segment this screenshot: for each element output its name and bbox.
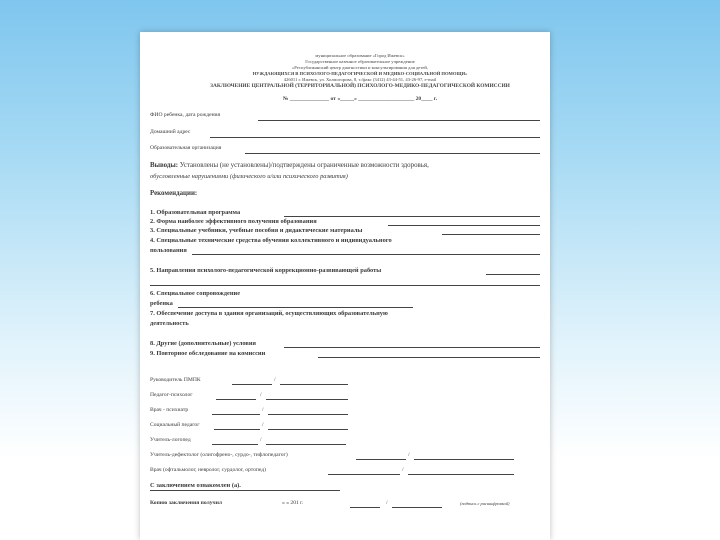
signature-doctor-label: Врач (офтальмолог, невролог, сурдолог, ортопед) (150, 467, 267, 473)
signature-teacher-slash: / (260, 437, 262, 443)
document-title: ЗАКЛЮЧЕНИЕ ЦЕНТРАЛЬНОЙ (ТЕРРИТОРИАЛЬНОЙ) ПСИХОЛОГО-МЕДИКО-ПЕДАГОГИЧЕСКОЙ КОМИССИИ (210, 83, 510, 89)
signature-psychologist-line (216, 399, 256, 400)
recommendation-4-line (192, 254, 540, 255)
recommendation-6a: 6. Специальное сопровождение (150, 290, 241, 297)
signature-teacher-label: Учитель-логопед (150, 437, 191, 443)
acquainted-text: С заключением ознакомлен (а). (150, 482, 241, 489)
received-name-line (392, 507, 442, 508)
recommendation-1: 1. Образовательная программа (150, 209, 241, 216)
signature-psychiatrist-line (212, 414, 260, 415)
recommendation-5-line-2 (150, 285, 540, 286)
conclusion-line-1 (150, 163, 429, 170)
signature-teacher-line (212, 444, 258, 445)
header-line-5: 426011 г. Ижевск, ул. Холмогорова, 8, т./факс (3412) 43-44-51, 43-26-97, e-mail (283, 77, 437, 82)
fio-label: ФИО ребенка, дата рождения (150, 112, 221, 118)
signature-head-name-line (280, 384, 348, 385)
recommendation-9-line (318, 357, 540, 358)
signature-psychologist-slash: / (260, 392, 262, 398)
header-line-1: муниципальное образование «Город Ижевск» (315, 53, 405, 58)
signature-defectologist-line (356, 459, 406, 460)
recommendation-6-line (178, 307, 413, 308)
recommendation-3-line (442, 234, 540, 235)
conclusion-label: Выводы: (150, 162, 179, 169)
organization-line (245, 153, 540, 154)
recommendation-9: 9. Повторное обследование на комиссии (150, 350, 266, 357)
signature-psychologist-label: Педагог-психолог (150, 392, 193, 398)
document-sheet (140, 32, 550, 540)
document-number-row: № ______________ от «_____» ____________________ 20____ г. (282, 96, 438, 102)
conclusion-text-2: обусловленные нарушениями (физического и/или психического развития) (150, 173, 348, 180)
signature-social-line (214, 429, 260, 430)
recommendation-3: 3. Специальные учебники, учебные пособия и дидактические материалы (150, 227, 363, 234)
header-line-4: НУЖДАЮЩИХСЯ В ПСИХОЛОГО-ПЕДАГОГИЧЕСКОЙ И МЕДИКО-СОЦИАЛЬНОЙ ПОМОЩИ» (252, 71, 468, 76)
address-label: Домашний адрес (150, 129, 191, 135)
signature-defectologist-name-line (414, 459, 514, 460)
signature-head-line (232, 384, 272, 385)
acquainted-line (150, 490, 340, 491)
organization-label: Образовательная организация (150, 145, 222, 151)
received-date: « » 201 г. (282, 500, 304, 506)
recommendation-6b: ребенка (150, 300, 173, 307)
signature-doctor-line (328, 474, 400, 475)
conclusion-text-1: Установлены (не установлены)/подтверждены ограниченные возможности здоровья, (179, 162, 429, 169)
signature-social-label: Социальный педагог (150, 422, 200, 428)
signature-psychologist-name-line (266, 399, 348, 400)
recommendation-2: 2. Форма наиболее эффективного получения образования (150, 218, 317, 225)
signature-social-name-line (268, 429, 348, 430)
received-signature-line (350, 507, 380, 508)
address-line (210, 137, 540, 138)
signature-teacher-name-line (266, 444, 346, 445)
recommendation-1-line (284, 216, 540, 217)
fio-line (258, 120, 540, 121)
signature-head-label: Руководитель ПМПК (150, 377, 201, 383)
signature-social-slash: / (262, 422, 264, 428)
recommendations-heading: Рекомендации: (150, 190, 198, 197)
recommendation-7b: деятельность (150, 320, 189, 327)
recommendation-7a: 7. Обеспечение доступа в здания организаций, осуществляющих образовательную (150, 310, 388, 317)
recommendation-8-line (284, 347, 540, 348)
recommendation-5: 5. Направления психолого-педагогической коррекционно-развивающей работы (150, 267, 382, 274)
header-blank-strip (150, 38, 540, 49)
signature-head-slash: / (274, 377, 276, 383)
recommendation-8: 8. Другие (дополнительные) условия (150, 340, 256, 347)
signature-doctor-slash: / (402, 467, 404, 473)
recommendation-4b: пользования (150, 247, 187, 254)
recommendation-2-line (388, 225, 540, 226)
received-label: Копию заключения получил (150, 500, 223, 506)
recommendation-4a: 4. Специальные технические средства обучения коллективного и индивидуального (150, 237, 392, 244)
signature-defectologist-slash: / (408, 452, 410, 458)
signature-psychiatrist-label: Врач - психиатр (150, 407, 189, 413)
received-slash: / (386, 500, 388, 506)
signature-doctor-name-line (408, 474, 514, 475)
recommendation-5-line (486, 274, 540, 275)
header-line-2: Государственное казенное образовательное учреждение (305, 59, 415, 64)
signature-psychiatrist-name-line (268, 414, 348, 415)
header-line-3: «Республиканский центр диагностики и консультирования для детей, (292, 65, 428, 70)
signature-defectologist-label: Учитель-дефектолог (олигофрено-, сурдо-, тифлопедагог) (150, 452, 288, 458)
signature-hint: (подпись с расшифровкой) (460, 501, 510, 506)
signature-psychiatrist-slash: / (262, 407, 264, 413)
